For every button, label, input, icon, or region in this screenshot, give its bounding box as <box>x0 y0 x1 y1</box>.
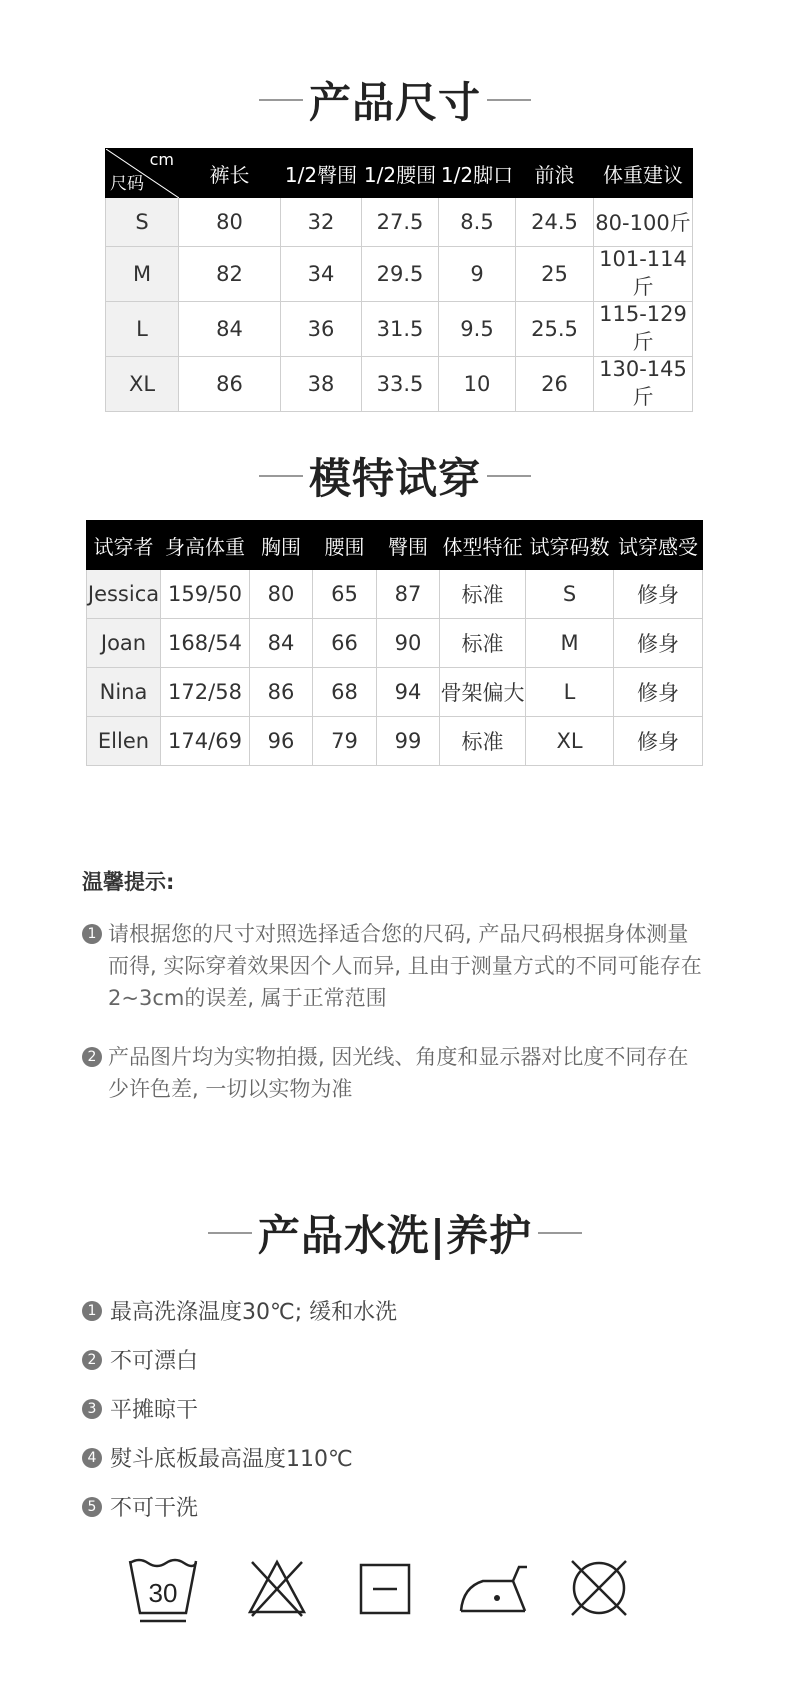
care-text: 熨斗底板最高温度110℃ <box>110 1447 353 1472</box>
tip-text: 产品图片均为实物拍摄, 因光线、角度和显示器对比度不同存在少许色差, 一切以实物为准 <box>108 1045 689 1101</box>
model-cell: 标准 <box>440 717 526 766</box>
tip-text: 请根据您的尺寸对照选择适合您的尺码, 产品尺码根据身体测量而得, 实际穿着效果因个人而异, 且由于测量方式的不同可能存在2~3cm的误差, 属于正常范围 <box>108 922 702 1010</box>
model-header-cell: 试穿者 <box>87 521 161 570</box>
model-cell: M <box>526 619 614 668</box>
size-corner-cell <box>106 149 179 198</box>
care-text: 不可漂白 <box>110 1349 199 1374</box>
size-cell: 9.5 <box>439 302 516 357</box>
size-cell: 101-114斤 <box>594 247 693 302</box>
model-cell: 80 <box>250 570 313 619</box>
dry-flat-icon <box>359 1563 411 1615</box>
model-cell: 65 <box>313 570 377 619</box>
no-dry-clean-icon <box>566 1555 632 1621</box>
model-header-cell: 身高体重 <box>161 521 250 570</box>
model-header-cell: 臀围 <box>377 521 440 570</box>
model-table <box>86 520 703 766</box>
size-cell: L <box>106 302 179 357</box>
size-cell: XL <box>106 357 179 412</box>
title-line-right <box>487 99 531 101</box>
wash-temp-label: 30 <box>148 1578 178 1608</box>
model-cell: 修身 <box>614 717 703 766</box>
care-text: 最高洗涤温度30℃; 缓和水洗 <box>110 1300 398 1325</box>
number-badge: 2 <box>82 1350 102 1370</box>
model-cell: 90 <box>377 619 440 668</box>
number-badge: 1 <box>82 1301 102 1321</box>
title-line-left <box>259 99 303 101</box>
size-cell: 36 <box>281 302 362 357</box>
model-section-title <box>0 446 790 506</box>
care-item <box>82 1393 198 1424</box>
title-line-right <box>538 1232 582 1234</box>
model-header-cell: 体型特征 <box>440 521 526 570</box>
size-cell: 82 <box>179 247 281 302</box>
model-row <box>87 717 703 766</box>
model-cell: 168/54 <box>161 619 250 668</box>
model-cell: 96 <box>250 717 313 766</box>
title-line-left <box>259 475 303 477</box>
number-badge: 2 <box>82 1047 102 1067</box>
size-row <box>106 247 693 302</box>
tip-item <box>82 918 702 1014</box>
model-title-text: 模特试穿 <box>308 454 481 503</box>
model-cell: 159/50 <box>161 570 250 619</box>
model-cell: 99 <box>377 717 440 766</box>
number-badge: 5 <box>82 1497 102 1517</box>
model-header-row <box>87 521 703 570</box>
care-section-title <box>0 1203 790 1263</box>
size-cell: 31.5 <box>362 302 439 357</box>
size-title-text: 产品尺寸 <box>308 78 481 127</box>
model-cell: 66 <box>313 619 377 668</box>
model-cell: 骨架偏大 <box>440 668 526 717</box>
model-cell: XL <box>526 717 614 766</box>
size-cell: 24.5 <box>516 198 594 247</box>
size-cell: 27.5 <box>362 198 439 247</box>
size-header-cell: 1/2臀围 <box>281 149 362 198</box>
model-cell: 修身 <box>614 668 703 717</box>
care-title-text: 产品水洗|养护 <box>257 1211 533 1260</box>
care-item <box>82 1344 198 1375</box>
size-row <box>106 198 693 247</box>
size-cell: 29.5 <box>362 247 439 302</box>
size-cell: S <box>106 198 179 247</box>
number-badge: 1 <box>82 924 102 944</box>
size-header-cell: 体重建议 <box>594 149 693 198</box>
size-row <box>106 302 693 357</box>
model-cell: 86 <box>250 668 313 717</box>
wash-30-icon <box>126 1555 200 1623</box>
size-cell: 32 <box>281 198 362 247</box>
model-cell: 87 <box>377 570 440 619</box>
size-cell: 9 <box>439 247 516 302</box>
size-header-cell: 裤长 <box>179 149 281 198</box>
care-text: 不可干洗 <box>110 1496 199 1521</box>
model-cell: Ellen <box>87 717 161 766</box>
size-table <box>105 148 693 412</box>
model-header-cell: 试穿码数 <box>526 521 614 570</box>
size-cell: 34 <box>281 247 362 302</box>
size-row <box>106 357 693 412</box>
care-text: 平摊晾干 <box>110 1398 199 1423</box>
model-cell: Jessica <box>87 570 161 619</box>
size-cell: 84 <box>179 302 281 357</box>
size-cell: M <box>106 247 179 302</box>
size-cell: 80-100斤 <box>594 198 693 247</box>
size-cell: 130-145斤 <box>594 357 693 412</box>
model-cell: 174/69 <box>161 717 250 766</box>
size-header-cell: 1/2腰围 <box>362 149 439 198</box>
size-section-title <box>0 70 790 130</box>
no-bleach-icon <box>246 1558 308 1618</box>
model-header-cell: 试穿感受 <box>614 521 703 570</box>
iron-low-icon <box>457 1565 531 1615</box>
tips-title: 温馨提示: <box>82 870 175 894</box>
size-header-row <box>106 149 693 198</box>
size-cell: 115-129斤 <box>594 302 693 357</box>
size-cell: 25.5 <box>516 302 594 357</box>
care-item <box>82 1491 198 1522</box>
model-cell: 标准 <box>440 570 526 619</box>
number-badge: 4 <box>82 1448 102 1468</box>
size-cell: 26 <box>516 357 594 412</box>
title-line-left <box>208 1232 252 1234</box>
model-cell: 标准 <box>440 619 526 668</box>
model-row <box>87 570 703 619</box>
model-row <box>87 668 703 717</box>
size-header-cell: 1/2脚口 <box>439 149 516 198</box>
model-header-cell: 腰围 <box>313 521 377 570</box>
model-cell: 修身 <box>614 570 703 619</box>
model-cell: 79 <box>313 717 377 766</box>
model-cell: S <box>526 570 614 619</box>
tip-item <box>82 1041 702 1105</box>
model-cell: Nina <box>87 668 161 717</box>
title-line-right <box>487 475 531 477</box>
model-cell: Joan <box>87 619 161 668</box>
model-cell: 94 <box>377 668 440 717</box>
care-item <box>82 1295 397 1326</box>
size-cell: 38 <box>281 357 362 412</box>
size-cell: 8.5 <box>439 198 516 247</box>
size-header-cell: 前浪 <box>516 149 594 198</box>
corner-label: 尺码 <box>110 174 144 194</box>
model-cell: L <box>526 668 614 717</box>
model-row <box>87 619 703 668</box>
model-header-cell: 胸围 <box>250 521 313 570</box>
corner-unit: cm <box>149 150 174 169</box>
size-cell: 80 <box>179 198 281 247</box>
size-cell: 86 <box>179 357 281 412</box>
care-item <box>82 1442 353 1473</box>
size-cell: 10 <box>439 357 516 412</box>
model-cell: 68 <box>313 668 377 717</box>
size-cell: 25 <box>516 247 594 302</box>
number-badge: 3 <box>82 1399 102 1419</box>
model-cell: 172/58 <box>161 668 250 717</box>
model-cell: 84 <box>250 619 313 668</box>
size-cell: 33.5 <box>362 357 439 412</box>
model-cell: 修身 <box>614 619 703 668</box>
